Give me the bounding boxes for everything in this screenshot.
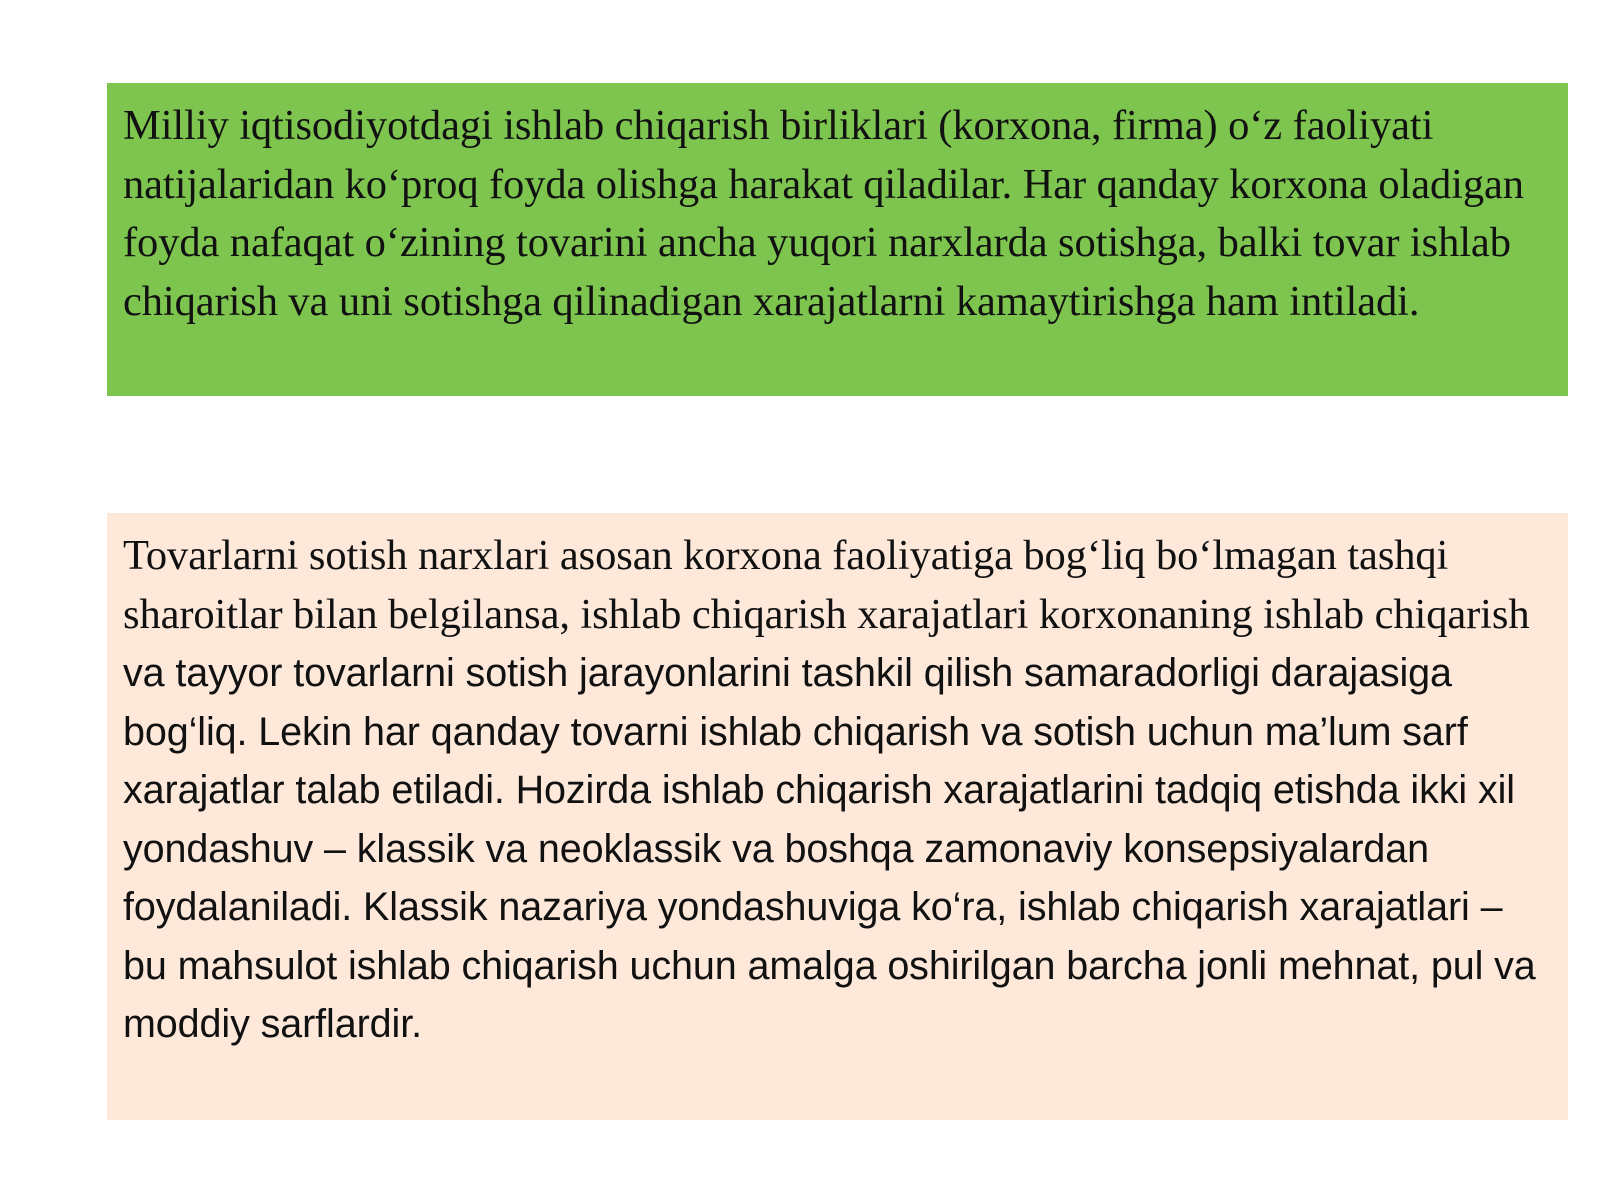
- peach-paragraph: [123, 527, 1544, 1054]
- peach-text-box: [107, 513, 1568, 1120]
- peach-paragraph-sans-part: va tayyor tovarlarni sotish jarayonlarini tashkil qilish samaradorligi darajasiga bog‘liq. Lekin har qanday tovarni ishlab chiqarish va sotish uchun ma’lum sarf xarajatlar talab etiladi. Hozirda ishlab chiqarish xarajatlarini tadqiq etishda ikki xil yondashuv – klassik va neoklassik va boshqa zamonaviy konsepsiyalardan foydalaniladi. Klassik nazariya yondashuviga ko‘ra, ishlab chiqarish xarajatlari –bu mahsulot ishlab chiqarish uchun amalga oshirilgan barcha jonli mehnat, pul va moddiy sarflardir.: [123, 651, 1536, 1046]
- green-text-box: [107, 83, 1568, 396]
- green-paragraph: Milliy iqtisodiyotdagi ishlab chiqarish birliklari (korxona, firma) o‘z faoliyati natijalaridan ko‘proq foyda olishga harakat qiladilar. Har qanday korxona oladigan foyda nafaqat o‘zining tovarini ancha yuqori narxlarda sotishga, balki tovar ishlab chiqarish va uni sotishga qilinadigan xarajatlarni kamaytirishga ham intiladi.: [123, 102, 1524, 325]
- peach-paragraph-serif-part: Tovarlarni sotish narxlari asosan korxona faoliyatiga bog‘liq bo‘lmagan tashqi sharoitlar bilan belgilansa, ishlab chiqarish xarajatlari korxonaning ishlab chiqarish: [123, 532, 1530, 638]
